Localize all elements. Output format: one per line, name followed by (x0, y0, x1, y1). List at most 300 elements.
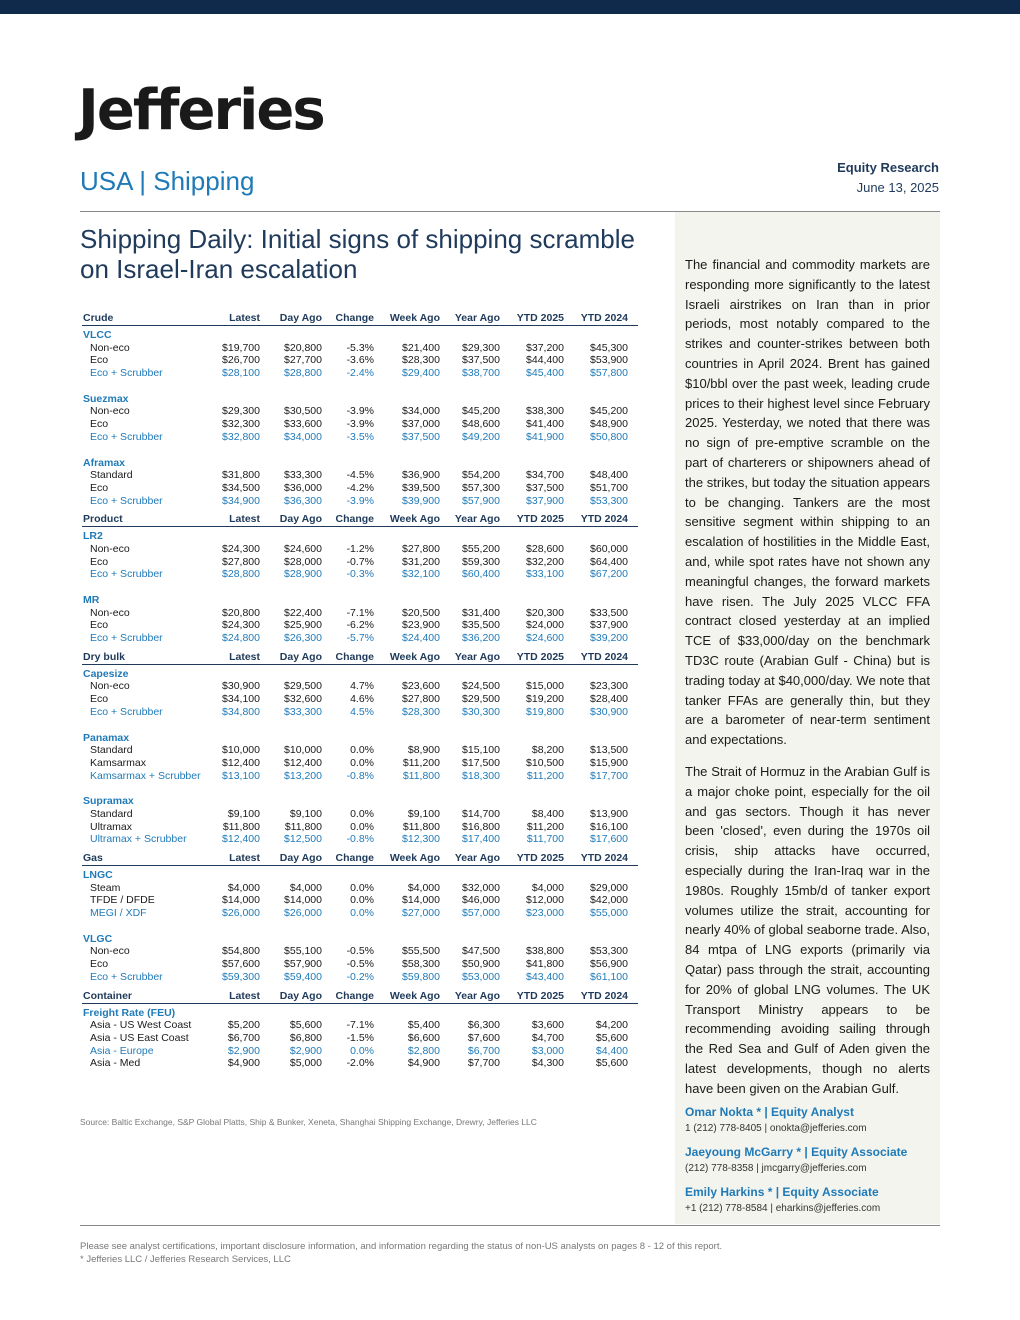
table-row (82, 833, 638, 846)
group-title (82, 1007, 638, 1020)
column-header: Year Ago (454, 989, 500, 1002)
row-label: Eco + Scrubber (90, 705, 163, 718)
row-label: Eco + Scrubber (90, 430, 163, 443)
table-row (82, 770, 638, 783)
row-label: Eco + Scrubber (90, 367, 163, 380)
row-label: Standard (90, 469, 133, 482)
section-header (82, 990, 638, 1004)
table-row (82, 405, 638, 418)
group-title (82, 329, 638, 342)
cell-value: $10,500 (526, 756, 564, 769)
cell-value: $28,600 (526, 542, 564, 555)
cell-value: $8,400 (531, 807, 564, 820)
cell-value: $59,300 (462, 555, 500, 568)
table-row (82, 568, 638, 581)
cell-value: $55,500 (402, 945, 440, 958)
column-header: Day Ago (279, 312, 322, 324)
cell-value: 0.0% (350, 894, 374, 907)
cell-value: $36,000 (284, 481, 322, 494)
cell-value: $45,200 (590, 405, 628, 418)
table-row (82, 607, 638, 620)
cell-value: 0.0% (350, 744, 374, 757)
cell-value: -4.2% (346, 481, 374, 494)
table-row (82, 1057, 638, 1070)
column-header: YTD 2025 (516, 513, 564, 526)
cell-value: $4,200 (595, 1019, 628, 1032)
cell-value: $44,400 (526, 354, 564, 367)
row-label: Eco + Scrubber (90, 632, 163, 645)
table-row (82, 744, 638, 757)
section-header (82, 513, 638, 527)
cell-value: $32,100 (402, 568, 440, 581)
section-spacer (82, 645, 638, 649)
cell-value: $32,800 (222, 430, 260, 443)
table-row (82, 945, 638, 958)
cell-value: $2,800 (407, 1044, 440, 1057)
cell-value: $20,800 (222, 606, 260, 619)
cell-value: -0.3% (346, 568, 374, 581)
cell-value: $49,200 (462, 430, 500, 443)
analyst-name-1[interactable]: Omar Nokta * | Equity Analyst (685, 1105, 854, 1119)
summary-paragraph-1: The financial and commodity markets are responding more significantly to the latest Israeli airstrikes on Iran than in prior periods, most notably compared to the strikes and counter-strikes between both countries in April 2024. Brent has gained $10/bbl over the past week, leading crude prices to their highest level since February 2025. Yesterday, we noted that there was no sign of pre-emptive scramble on the part of charterers or shipowners ahead of the strikes, but today the situation appears to be changing. Tankers are the most sensitive segment within shipping to an escalation of hostilities in the Middle East, and, while spot rates have not shown any meaningful changes, the forward markets have risen. The July 2025 VLCC FFA contract closed yesterday at an implied TCE of $33,000/day on the benchmark TD3C route (Arabian Gulf - China) but is trading today at $40,000/day. We note that tanker FFAs are generally thin, but they are a barometer of near-term sentiment and expectations. (685, 257, 930, 748)
cell-value: $6,800 (289, 1031, 322, 1044)
cell-value: $13,500 (590, 744, 628, 757)
table-row (82, 971, 638, 984)
equity-research-label: Equity Research (837, 160, 939, 175)
cell-value: $58,300 (402, 958, 440, 971)
cell-value: $12,000 (526, 894, 564, 907)
cell-value: $28,300 (402, 705, 440, 718)
cell-value: $34,500 (222, 481, 260, 494)
cell-value: $9,100 (289, 807, 322, 820)
cell-value: $41,800 (526, 958, 564, 971)
column-header: Change (335, 312, 374, 324)
row-label: Eco (90, 481, 109, 494)
cell-value: $9,100 (227, 807, 260, 820)
cell-value: $12,400 (284, 756, 322, 769)
cell-value: $55,000 (590, 907, 628, 920)
cell-value: $11,800 (402, 769, 440, 782)
cell-value: $35,500 (462, 619, 500, 632)
cell-value: $55,100 (284, 945, 322, 958)
cell-value: $19,700 (222, 341, 260, 354)
cell-value: -5.7% (346, 632, 374, 645)
row-label: Eco + Scrubber (90, 970, 163, 983)
group-spacer (82, 581, 638, 591)
table-row (82, 342, 638, 355)
cell-value: $53,000 (462, 970, 500, 983)
cell-value: $38,300 (526, 405, 564, 418)
cell-value: $2,900 (227, 1044, 260, 1057)
cell-value: $34,800 (222, 705, 260, 718)
cell-value: 4.6% (350, 693, 374, 706)
cell-value: $41,400 (526, 418, 564, 431)
cell-value: $4,000 (227, 881, 260, 894)
section-spacer (82, 984, 638, 988)
cell-value: 0.0% (350, 907, 374, 920)
cell-value: $7,600 (467, 1031, 500, 1044)
cell-value: $57,000 (462, 907, 500, 920)
cell-value: -3.9% (346, 405, 374, 418)
cell-value: $11,800 (222, 820, 260, 833)
column-header: YTD 2025 (516, 312, 564, 324)
group-name: VLCC (83, 329, 112, 341)
cell-value: $29,300 (462, 341, 500, 354)
cell-value: $34,000 (402, 405, 440, 418)
cell-value: $31,200 (402, 555, 440, 568)
cell-value: $20,800 (284, 341, 322, 354)
row-label: Eco + Scrubber (90, 494, 163, 507)
cell-value: $28,300 (402, 354, 440, 367)
cell-value: $11,700 (526, 833, 564, 846)
cell-value: $5,600 (289, 1019, 322, 1032)
group-spacer (82, 782, 638, 792)
group-title (82, 530, 638, 543)
group-name: LR2 (83, 530, 103, 543)
column-header: Change (335, 513, 374, 526)
cell-value: $24,400 (402, 632, 440, 645)
cell-value: $56,900 (590, 958, 628, 971)
cell-value: $32,200 (526, 555, 564, 568)
cell-value: $4,000 (407, 881, 440, 894)
cell-value: $8,900 (407, 744, 440, 757)
cell-value: $45,400 (526, 367, 564, 380)
table-row (82, 367, 638, 380)
cell-value: -3.5% (346, 430, 374, 443)
row-label: Non-eco (90, 405, 130, 418)
row-label: Non-eco (90, 606, 130, 619)
table-row (82, 907, 638, 920)
cell-value: $12,400 (222, 756, 260, 769)
column-header: YTD 2024 (580, 312, 628, 324)
cell-value: $15,900 (590, 756, 628, 769)
column-header: Year Ago (454, 312, 500, 324)
group-title (82, 933, 638, 946)
cell-value: 4.7% (350, 680, 374, 693)
cell-value: $13,100 (222, 769, 260, 782)
column-header: Year Ago (454, 852, 500, 864)
table-row (82, 354, 638, 367)
cell-value: $5,600 (595, 1057, 628, 1070)
cell-value: $11,200 (526, 820, 564, 833)
cell-value: -4.5% (346, 469, 374, 482)
section-title: Product (83, 513, 123, 526)
cell-value: $33,500 (590, 606, 628, 619)
analyst-contact-2[interactable]: (212) 778-8358 | jmcgarry@jefferies.com (685, 1163, 867, 1174)
cell-value: $27,800 (402, 542, 440, 555)
table-row (82, 543, 638, 556)
cell-value: $11,800 (402, 820, 440, 833)
section-title: Container (83, 989, 133, 1002)
cell-value: $59,800 (402, 970, 440, 983)
table-row (82, 482, 638, 495)
table-row (82, 1045, 638, 1058)
group-name: Freight Rate (FEU) (83, 1006, 176, 1019)
entity-note: * Jefferies LLC / Jefferies Research Services, LLC (80, 1254, 291, 1265)
cell-value: $36,900 (402, 469, 440, 482)
cell-value: $39,500 (402, 481, 440, 494)
report-category: USA | Shipping (80, 166, 255, 196)
cell-value: -0.2% (346, 970, 374, 983)
cell-value: 0.0% (350, 756, 374, 769)
cell-value: $31,400 (462, 606, 500, 619)
cell-value: -2.0% (346, 1057, 374, 1070)
row-label: Eco (90, 418, 109, 431)
cell-value: $50,800 (590, 430, 628, 443)
cell-value: $29,400 (402, 367, 440, 380)
cell-value: $41,900 (526, 430, 564, 443)
cell-value: $4,300 (531, 1057, 564, 1070)
cell-value: $23,000 (526, 907, 564, 920)
cell-value: $19,800 (526, 705, 564, 718)
cell-value: $6,700 (467, 1044, 500, 1057)
cell-value: $23,600 (402, 680, 440, 693)
cell-value: $27,800 (402, 693, 440, 706)
table-row (82, 757, 638, 770)
cell-value: $20,500 (402, 606, 440, 619)
cell-value: $60,000 (590, 542, 628, 555)
row-label: Asia - US West Coast (90, 1019, 192, 1032)
column-header: Change (335, 852, 374, 864)
cell-value: $16,800 (462, 820, 500, 833)
cell-value: $23,900 (402, 619, 440, 632)
cell-value: $12,300 (402, 833, 440, 846)
cell-value: $33,300 (284, 705, 322, 718)
cell-value: -6.2% (346, 619, 374, 632)
analyst-contact-1[interactable]: 1 (212) 778-8405 | onokta@jefferies.com (685, 1123, 867, 1134)
column-header: Week Ago (389, 650, 440, 663)
cell-value: $46,000 (462, 894, 500, 907)
section-spacer (82, 1070, 638, 1074)
cell-value: $53,300 (590, 945, 628, 958)
cell-value: $60,400 (462, 568, 500, 581)
cell-value: $37,500 (462, 354, 500, 367)
cell-value: $24,000 (526, 619, 564, 632)
cell-value: 0.0% (350, 1044, 374, 1057)
cell-value: $13,900 (590, 807, 628, 820)
cell-value: $32,300 (222, 418, 260, 431)
cell-value: $6,700 (227, 1031, 260, 1044)
table-row (82, 706, 638, 719)
cell-value: $54,200 (462, 469, 500, 482)
column-header: Day Ago (279, 513, 322, 526)
cell-value: $34,000 (284, 430, 322, 443)
group-title (82, 594, 638, 607)
cell-value: $33,100 (526, 568, 564, 581)
column-header: Week Ago (389, 989, 440, 1002)
cell-value: $21,400 (402, 341, 440, 354)
table-row (82, 821, 638, 834)
cell-value: $17,600 (590, 833, 628, 846)
column-header: Latest (229, 650, 260, 663)
cell-value: -1.5% (346, 1031, 374, 1044)
column-header: Latest (229, 312, 260, 324)
cell-value: $31,800 (222, 469, 260, 482)
column-header: Week Ago (389, 852, 440, 864)
cell-value: $26,700 (222, 354, 260, 367)
report-headline: Shipping Daily: Initial signs of shipping scramble on Israel-Iran escalation (80, 224, 635, 284)
top-bar (0, 0, 1020, 14)
cell-value: $37,200 (526, 341, 564, 354)
column-header: YTD 2025 (516, 650, 564, 663)
cell-value: $47,500 (462, 945, 500, 958)
cell-value: -0.8% (346, 769, 374, 782)
cell-value: $25,900 (284, 619, 322, 632)
cell-value: 0.0% (350, 881, 374, 894)
footer-divider (80, 1225, 940, 1226)
row-label: Ultramax (90, 820, 133, 833)
cell-value: $33,600 (284, 418, 322, 431)
cell-value: $27,000 (402, 907, 440, 920)
table-row (82, 495, 638, 508)
column-header: Day Ago (279, 852, 322, 864)
cell-value: $18,300 (462, 769, 500, 782)
cell-value: $19,200 (526, 693, 564, 706)
cell-value: $27,800 (222, 555, 260, 568)
cell-value: $24,800 (222, 632, 260, 645)
cell-value: $34,100 (222, 693, 260, 706)
cell-value: $28,800 (222, 568, 260, 581)
cell-value: $29,000 (590, 881, 628, 894)
column-header: Year Ago (454, 513, 500, 526)
section-spacer (82, 507, 638, 511)
group-spacer (82, 444, 638, 454)
cell-value: -1.2% (346, 542, 374, 555)
cell-value: $57,900 (284, 958, 322, 971)
cell-value: $30,300 (462, 705, 500, 718)
cell-value: $17,500 (462, 756, 500, 769)
group-spacer (82, 380, 638, 390)
cell-value: $5,200 (227, 1019, 260, 1032)
cell-value: $57,900 (462, 494, 500, 507)
group-name: Suezmax (83, 392, 129, 405)
cell-value: $17,700 (590, 769, 628, 782)
section-header (82, 312, 638, 326)
cell-value: $32,600 (284, 693, 322, 706)
column-header: Change (335, 989, 374, 1002)
column-header: Latest (229, 513, 260, 526)
cell-value: $38,700 (462, 367, 500, 380)
cell-value: $26,300 (284, 632, 322, 645)
table-row (82, 882, 638, 895)
cell-value: $24,500 (462, 680, 500, 693)
row-label: Ultramax + Scrubber (90, 833, 187, 846)
cell-value: $16,100 (590, 820, 628, 833)
cell-value: $13,200 (284, 769, 322, 782)
cell-value: $64,400 (590, 555, 628, 568)
cell-value: $3,000 (531, 1044, 564, 1057)
group-title (82, 795, 638, 808)
cell-value: $39,900 (402, 494, 440, 507)
cell-value: $11,200 (402, 756, 440, 769)
table-row (82, 431, 638, 444)
analyst-name-3[interactable]: Emily Harkins * | Equity Associate (685, 1185, 879, 1199)
column-header: YTD 2024 (580, 513, 628, 526)
column-header: Latest (229, 852, 260, 864)
group-title (82, 668, 638, 681)
cell-value: $22,400 (284, 606, 322, 619)
cell-value: $24,300 (222, 542, 260, 555)
cell-value: -0.8% (346, 833, 374, 846)
table-row (82, 619, 638, 632)
cell-value: 0.0% (350, 820, 374, 833)
summary-paragraph-2: The Strait of Hormuz in the Arabian Gulf is a major choke point, especially for the oil and gas sectors. Though it has never been 'closed', even during the 1970s oil crisis, ship attacks have occurred, especially during the Iran-Iraq war in the 1980s. Roughly 15mb/d of tanker export volumes utilize the strait, accounting for nearly 40% of global seaborne trade. Also, 84 mtpa of LNG exports (primarily via Qatar) pass through the strait, accounting for 20% of global LNG volumes. The UK Transport Ministry appears to be recommending avoiding sailing through the Red Sea and Gulf of Aden given the latest developments, though no alerts have been given on the Arabian Gulf. (685, 764, 930, 1096)
row-label: Eco (90, 958, 109, 971)
cell-value: $4,000 (531, 881, 564, 894)
cell-value: $57,600 (222, 958, 260, 971)
cell-value: $48,900 (590, 418, 628, 431)
group-title (82, 393, 638, 406)
cell-value: $24,600 (526, 632, 564, 645)
cell-value: $55,200 (462, 542, 500, 555)
column-header: YTD 2024 (580, 989, 628, 1002)
cell-value: $53,900 (590, 354, 628, 367)
group-name: Panamax (83, 731, 130, 744)
table-row (82, 469, 638, 482)
cell-value: -3.9% (346, 494, 374, 507)
cell-value: $14,700 (462, 807, 500, 820)
cell-value: $4,900 (407, 1057, 440, 1070)
row-label: Eco (90, 555, 109, 568)
analyst-contact-3[interactable]: +1 (212) 778-8584 | eharkins@jefferies.com (685, 1203, 881, 1214)
cell-value: $26,000 (284, 907, 322, 920)
cell-value: $43,400 (526, 970, 564, 983)
cell-value: $29,500 (462, 693, 500, 706)
cell-value: $9,100 (407, 807, 440, 820)
group-name: Supramax (83, 795, 134, 808)
section-title: Crude (83, 312, 114, 324)
cell-value: $26,000 (222, 907, 260, 920)
row-label: Steam (90, 881, 121, 894)
cell-value: $27,700 (284, 354, 322, 367)
cell-value: $12,500 (284, 833, 322, 846)
cell-value: $14,000 (284, 894, 322, 907)
cell-value: $30,900 (590, 705, 628, 718)
table-row (82, 680, 638, 693)
cell-value: -0.5% (346, 945, 374, 958)
analyst-name-2[interactable]: Jaeyoung McGarry * | Equity Associate (685, 1145, 908, 1159)
section-header (82, 852, 638, 866)
column-header: Week Ago (389, 312, 440, 324)
section-title: Dry bulk (83, 650, 126, 663)
cell-value: $33,300 (284, 469, 322, 482)
cell-value: $51,700 (590, 481, 628, 494)
group-name: LNGC (83, 869, 113, 881)
section-header (82, 651, 638, 665)
cell-value: $50,900 (462, 958, 500, 971)
cell-value: $42,000 (590, 894, 628, 907)
cell-value: $6,300 (467, 1019, 500, 1032)
cell-value: $10,000 (222, 744, 260, 757)
cell-value: -7.1% (346, 606, 374, 619)
cell-value: $24,600 (284, 542, 322, 555)
cell-value: $11,200 (526, 769, 564, 782)
row-label: Standard (90, 744, 133, 757)
group-name: VLGC (83, 932, 113, 945)
cell-value: $54,800 (222, 945, 260, 958)
group-name: Aframax (83, 456, 126, 469)
cell-value: -5.3% (346, 341, 374, 354)
cell-value: $29,300 (222, 405, 260, 418)
cell-value: $28,900 (284, 568, 322, 581)
cell-value: $24,300 (222, 619, 260, 632)
disclosure-note: Please see analyst certifications, important disclosure information, and information regarding the status of non-US analysts on pages 8 - 12 of this report. (80, 1241, 723, 1252)
row-label: MEGI / XDF (90, 907, 147, 920)
row-label: Non-eco (90, 945, 130, 958)
cell-value: $14,000 (222, 894, 260, 907)
cell-value: $39,200 (590, 632, 628, 645)
cell-value: $8,200 (531, 744, 564, 757)
